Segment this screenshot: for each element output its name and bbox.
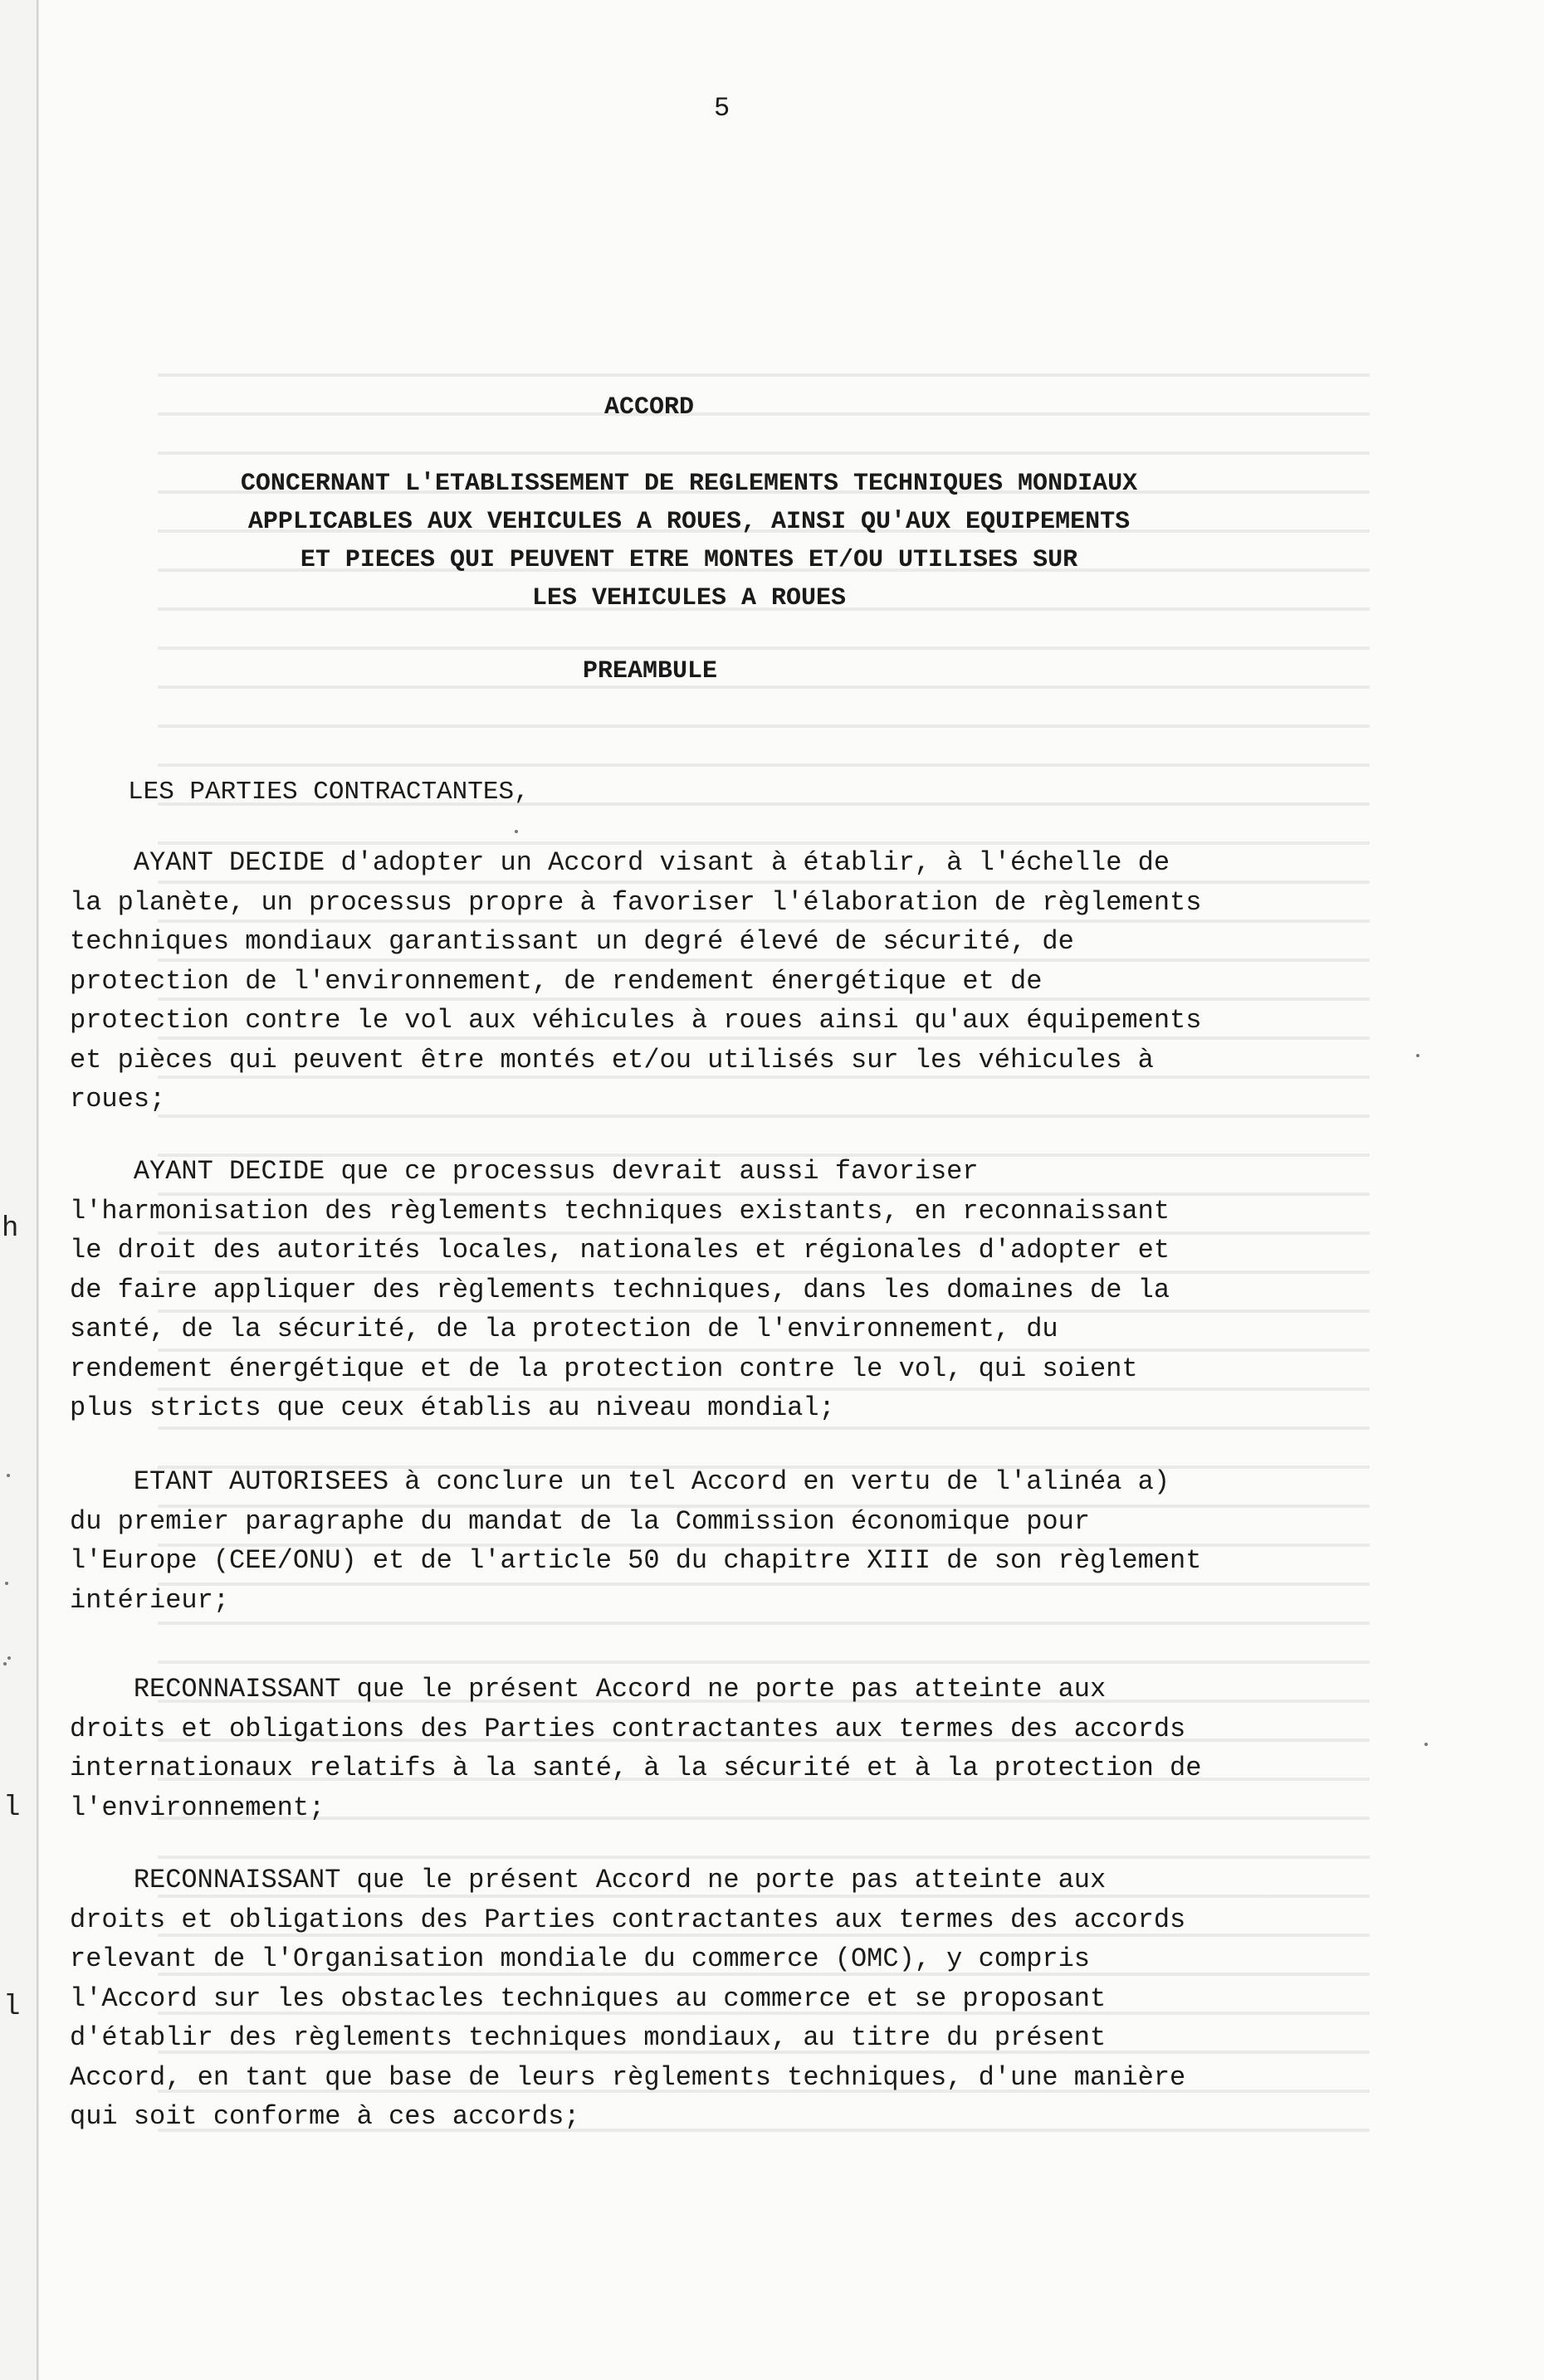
preamble-paragraph — [70, 843, 1298, 1119]
paragraph-line: Accord, en tant que base de leurs règlements techniques, d'une manière — [70, 2061, 1186, 2093]
paragraph-line: RECONNAISSANT que le présent Accord ne porte pas atteinte aux — [70, 1674, 1107, 1705]
paragraph-line: ETANT AUTORISEES à conclure un tel Accord en vertu de l'alinéa a) — [70, 1466, 1170, 1497]
margin-speck — [1416, 1054, 1419, 1057]
paragraph-line: intérieur; — [70, 1584, 230, 1616]
paragraph-line: protection de l'environnement, de rendement énergétique et de — [70, 965, 1043, 997]
margin-mark: l — [3, 1792, 21, 1824]
paragraph-line: santé, de la sécurité, de la protection de l'environnement, du — [70, 1314, 1058, 1344]
paragraph-line: internationaux relatifs à la santé, à la sécurité et à la protection de — [70, 1753, 1202, 1783]
title-line: LES VEHICULES A ROUES — [531, 584, 847, 612]
margin-speck — [515, 830, 518, 833]
paragraph-line: protection contre le vol aux véhicules à roues ainsi qu'aux équipements — [70, 1005, 1202, 1036]
preamble-paragraph — [70, 1670, 1298, 1827]
paragraph-line: plus stricts que ceux établis au niveau mondial; — [70, 1392, 835, 1423]
paragraph-line: le droit des autorités locales, nationales et régionales d'adopter et — [70, 1235, 1170, 1266]
title-subject — [141, 465, 1237, 617]
section-heading-preambule: PREAMBULE — [583, 657, 718, 685]
margin-mark: h — [2, 1213, 19, 1245]
preamble-paragraph — [70, 1462, 1298, 1620]
document-title: ACCORD — [604, 393, 695, 422]
paragraph-line: techniques mondiaux garantissant un degré élevé de sécurité, de — [70, 926, 1074, 957]
margin-speck — [7, 1474, 10, 1477]
title-line: APPLICABLES AUX VEHICULES A ROUES, AINSI QU'AUX EQUIPEMENTS — [247, 508, 1131, 536]
paragraph-line: roues; — [70, 1084, 166, 1114]
paragraph-line: du premier paragraphe du mandat de la Commission économique pour — [70, 1505, 1090, 1537]
title-line: CONCERNANT L'ETABLISSEMENT DE REGLEMENTS TECHNIQUES MONDIAUX — [240, 470, 1138, 498]
paragraph-line: rendement énergétique et de la protection contre le vol, qui soient — [70, 1353, 1138, 1384]
binding-edge — [37, 0, 39, 2380]
paragraph-line: AYANT DECIDE que ce processus devrait aussi favoriser — [70, 1156, 979, 1187]
paragraph-line: droits et obligations des Parties contractantes aux termes des accords — [70, 1904, 1186, 1935]
paragraph-line: relevant de l'Organisation mondiale du commerce (OMC), y compris — [70, 1944, 1090, 1974]
parties-heading: LES PARTIES CONTRACTANTES, — [128, 778, 530, 807]
paragraph-line: et pièces qui peuvent être montés et/ou utilisés sur les véhicules à — [70, 1044, 1154, 1075]
margin-speck — [5, 1582, 8, 1585]
paragraph-line: l'Europe (CEE/ONU) et de l'article 50 du chapitre XIII de son règlement — [70, 1545, 1202, 1576]
preamble-paragraph — [70, 1152, 1298, 1428]
margin-speck — [3, 1662, 7, 1666]
paragraph-line: droits et obligations des Parties contractantes aux termes des accords — [70, 1713, 1186, 1744]
paragraph-line: AYANT DECIDE d'adopter un Accord visant à établir, à l'échelle de — [70, 847, 1170, 878]
title-line: ET PIECES QUI PEUVENT ETRE MONTES ET/OU UTILISES SUR — [300, 546, 1078, 574]
paragraph-line: l'harmonisation des règlements techniques existants, en reconnaissant — [70, 1195, 1170, 1227]
paragraph-line: RECONNAISSANT que le présent Accord ne porte pas atteinte aux — [70, 1865, 1107, 1895]
margin-speck — [7, 1656, 11, 1660]
margin-speck — [1424, 1743, 1428, 1746]
paragraph-line: de faire appliquer des règlements techniques, dans les domaines de la — [70, 1274, 1170, 1305]
paragraph-line: l'Accord sur les obstacles techniques au commerce et se proposant — [70, 1983, 1107, 2014]
paragraph-line: d'établir des règlements techniques mondiaux, au titre du présent — [70, 2022, 1107, 2053]
paragraph-line: qui soit conforme à ces accords; — [70, 2101, 580, 2132]
preamble-paragraph — [70, 1861, 1298, 2137]
margin-mark: l — [3, 1992, 21, 2023]
page-number: 5 — [714, 93, 730, 124]
paragraph-line: la planète, un processus propre à favoriser l'élaboration de règlements — [70, 886, 1202, 918]
paragraph-line: l'environnement; — [70, 1792, 325, 1823]
